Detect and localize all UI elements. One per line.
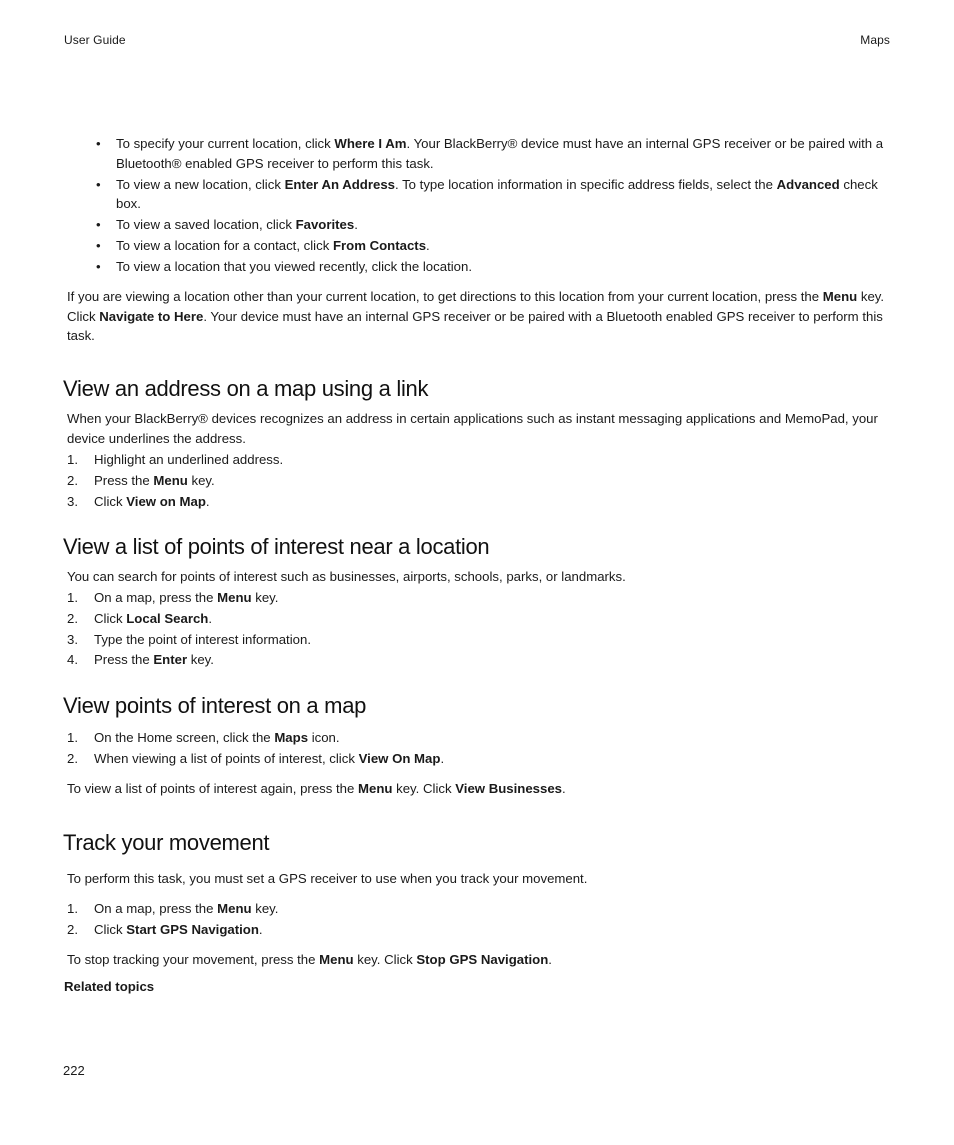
running-header-right: Maps bbox=[860, 33, 890, 47]
track-note-paragraph: To stop tracking your movement, press the Menu key. Click Stop GPS Navigation. bbox=[67, 952, 552, 967]
list-item: • To specify your current location, click Where I Am. Your BlackBerry® device must have an internal GPS receiver or be paired with a Bluetooth® enabled GPS receiver to perform this task. bbox=[96, 136, 884, 171]
section-heading-address: View an address on a map using a link bbox=[63, 376, 429, 401]
step-item: 4. Press the Enter key. bbox=[67, 652, 214, 668]
list-item: • To view a saved location, click Favorites. bbox=[96, 215, 896, 235]
section-description: When your BlackBerry® devices recognizes an address in certain applications such as instant messaging applications and MemoPad, your device underlines the address. bbox=[67, 411, 878, 446]
steps-list-address bbox=[67, 450, 893, 512]
step-item: 1. Highlight an underlined address. bbox=[67, 452, 284, 467]
section-heading-track: Track your movement bbox=[63, 830, 270, 855]
step-item: 2. Press the Menu key. bbox=[67, 472, 215, 488]
bullet-marker: • bbox=[96, 259, 101, 274]
bullet-marker: • bbox=[96, 217, 101, 232]
section-description: To perform this task, you must set a GPS receiver to use when you track your movement. bbox=[67, 871, 588, 886]
bullet-marker: • bbox=[96, 176, 101, 192]
steps-list-track bbox=[67, 899, 893, 941]
location-options-list bbox=[96, 134, 896, 278]
steps-list-poi bbox=[67, 588, 893, 671]
poi-note-paragraph: To view a list of points of interest again, press the Menu key. Click View Businesses. bbox=[67, 781, 566, 796]
list-item: • To view a location for a contact, click From Contacts. bbox=[96, 236, 896, 256]
section-heading-poi-list: View a list of points of interest near a location bbox=[63, 534, 490, 559]
step-item: 3. Type the point of interest information. bbox=[67, 631, 311, 647]
list-item: • To view a location that you viewed recently, click the location. bbox=[96, 257, 896, 277]
bullet-marker: • bbox=[96, 238, 101, 253]
step-item: 1. On a map, press the Menu key. bbox=[67, 590, 279, 605]
step-item: 1. On the Home screen, click the Maps icon. bbox=[67, 730, 340, 745]
section-description: You can search for points of interest such as businesses, airports, schools, parks, or landmarks. bbox=[67, 569, 626, 584]
steps-list-poi-map bbox=[67, 728, 893, 770]
step-item: 2. Click Start GPS Navigation. bbox=[67, 921, 263, 937]
section-heading-poi-map: View points of interest on a map bbox=[63, 693, 367, 718]
running-header-left: User Guide bbox=[64, 33, 126, 47]
list-item: • To view a new location, click Enter An Address. To type location information in specific address fields, select the Advanced check box. bbox=[96, 176, 878, 211]
directions-paragraph: If you are viewing a location other than your current location, to get directions to this location from your current location, press the Menu key. Click Navigate to Here. Your device must have an internal GPS receiver or be paired with a Bluetooth enabled GPS receiver to perform this task. bbox=[67, 289, 885, 343]
step-item: 1. On a map, press the Menu key. bbox=[67, 901, 279, 916]
page-number: 222 bbox=[63, 1063, 85, 1078]
bullet-marker: • bbox=[96, 136, 101, 151]
step-item: 2. When viewing a list of points of interest, click View On Map. bbox=[67, 750, 445, 766]
step-item: 2. Click Local Search. bbox=[67, 610, 213, 626]
step-item: 3. Click View on Map. bbox=[67, 493, 210, 509]
related-topics-heading: Related topics bbox=[64, 979, 155, 994]
